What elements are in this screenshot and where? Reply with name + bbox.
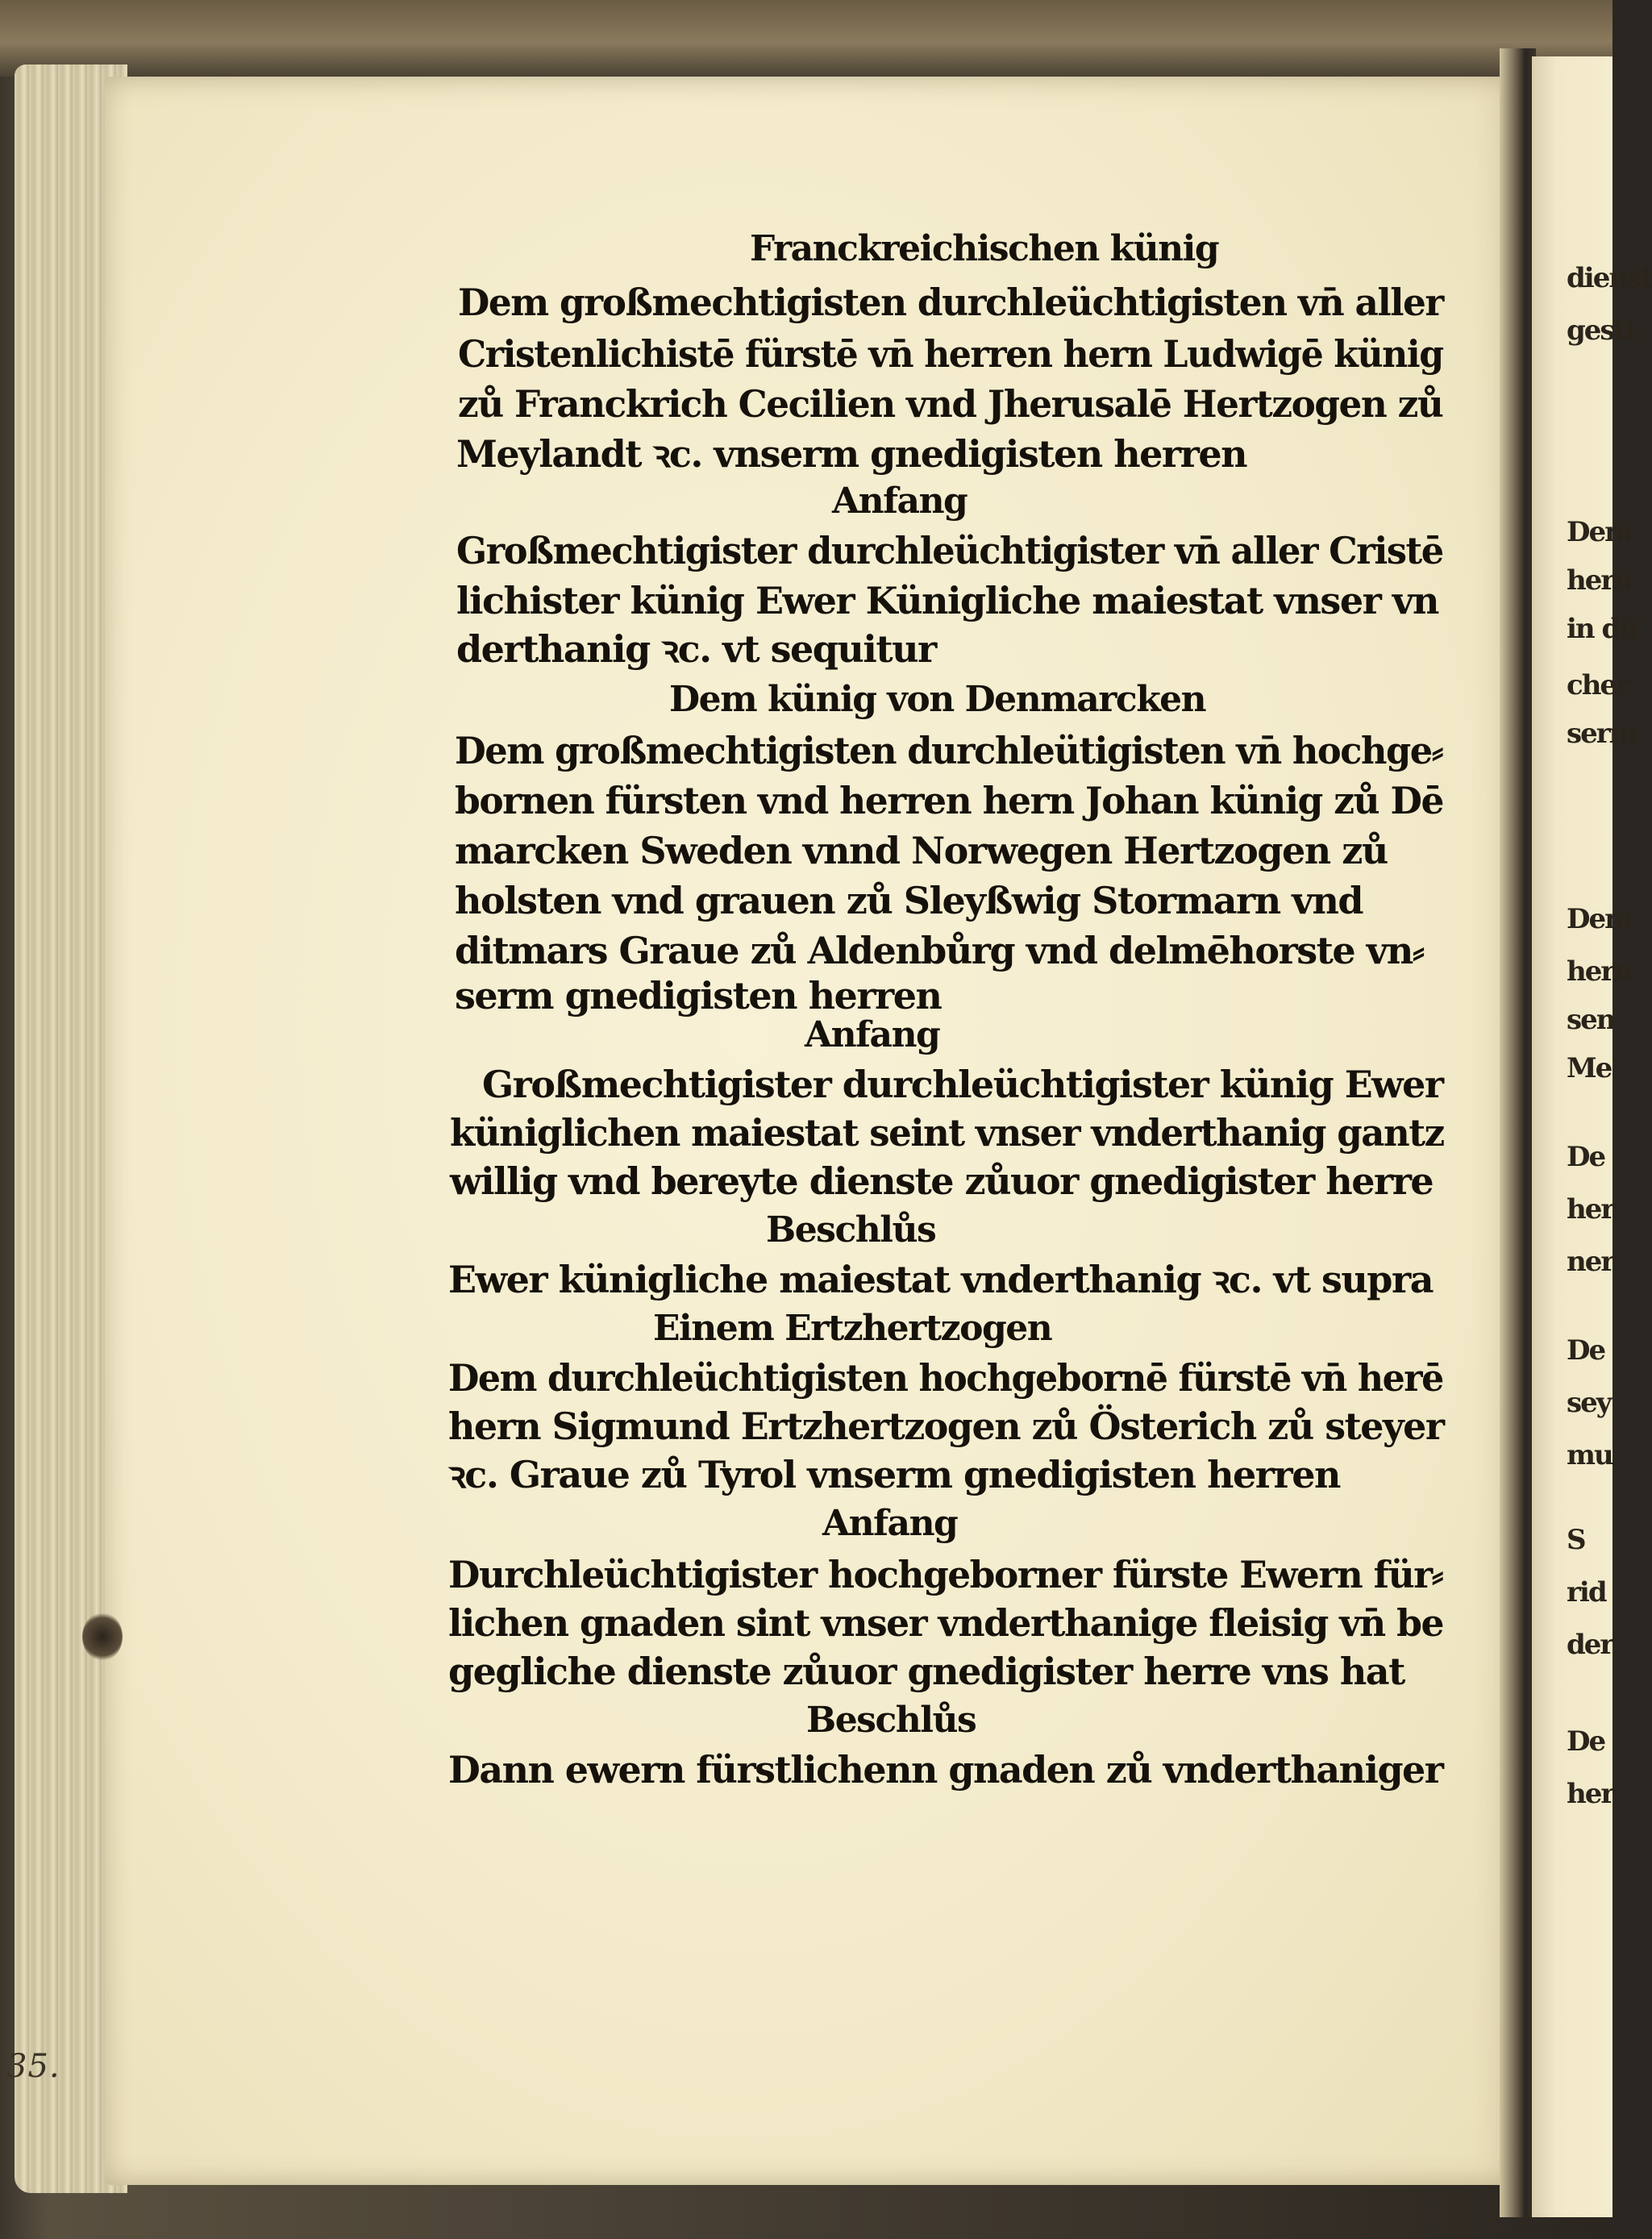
text-line: Dem großmechtigisten durchleüchtigisten vn̄ aller: [458, 281, 1443, 324]
text-line: serm gnedigisten herren: [455, 974, 942, 1018]
text-line: gegliche dienste zůuor gnedigister herre vns hat: [448, 1650, 1404, 1693]
text-line: hern Sigmund Ertzhertzogen zů Österich zů steyer: [448, 1405, 1444, 1448]
text-line: küniglichen maiestat seint vnser vnderthanig gantz: [450, 1111, 1444, 1155]
text-line: Durchleüchtigister hochgeborner fürste Ewern für⸗: [448, 1553, 1443, 1596]
heading-france: Franckreichischen künig: [750, 228, 1219, 269]
text-line: Großmechtigister durchleüchtigister vn̄ aller Cristē: [456, 529, 1443, 572]
heading-archduke: Einem Ertzhertzogen: [653, 1308, 1052, 1349]
text-line: Dem großmechtigisten durchleütigisten vn̄ hochge⸗: [455, 729, 1443, 772]
fragment: rid: [1567, 1576, 1606, 1609]
text-line: Dann ewern fürstlichenn gnaden zů vnderthaniger: [448, 1748, 1443, 1792]
heading-anfang: Anfang: [805, 1014, 940, 1055]
facing-page: [1532, 56, 1612, 2217]
folio-number: 35.: [6, 2048, 60, 2085]
text-line: Großmechtigister durchleüchtigister künig Ewer: [482, 1063, 1443, 1106]
fragment: Dem: [1567, 516, 1633, 548]
heading-beschlus: Beschlůs: [806, 1700, 976, 1741]
fragment: De: [1567, 1141, 1605, 1173]
book-gutter: [1500, 48, 1536, 2217]
text-line: marcken Sweden vnnd Norwegen Hertzogen zů: [455, 829, 1388, 872]
text-line: holsten vnd grauen zů Sleyßwig Stormarn vnd: [455, 879, 1363, 922]
text-line: Meylandt ꝛc. vnserm gnedigisten herren: [456, 432, 1247, 476]
text-line: bornen fürsten vnd herren hern Johan künig zů Dē: [455, 779, 1443, 822]
fragment: sey: [1567, 1387, 1611, 1419]
fragment: her: [1567, 1778, 1614, 1810]
text-line: ꝛc. Graue zů Tyrol vnserm gnedigisten herren: [448, 1453, 1340, 1496]
text-line: Cristenlichistē fürstē vn̄ herren hern Ludwigē künig: [458, 332, 1443, 376]
fragment: dienst: [1567, 262, 1652, 294]
fragment: hern: [1567, 955, 1632, 988]
fragment: Dem: [1567, 903, 1633, 935]
fragment: sen: [1567, 1004, 1615, 1036]
heading-beschlus: Beschlůs: [766, 1209, 936, 1251]
fragment: gesti: [1567, 314, 1634, 347]
text-line: lichen gnaden sint vnser vnderthanige fleisig vn̄ be: [448, 1601, 1444, 1645]
text-line: Dem durchleüchtigisten hochgebornē fürstē vn̄ herē: [448, 1356, 1443, 1400]
text-line: willig vnd bereyte dienste zůuor gnedigister herre: [450, 1159, 1434, 1203]
fragment: cher: [1567, 669, 1629, 701]
text-line: derthanig ꝛc. vt sequitur: [456, 627, 936, 671]
fragment: mu: [1567, 1439, 1612, 1471]
fragment: De: [1567, 1334, 1605, 1367]
heading-anfang: Anfang: [832, 481, 967, 522]
fragment: Me: [1567, 1052, 1612, 1084]
fragment: S: [1567, 1524, 1585, 1556]
text-line: Ewer künigliche maiestat vnderthanig ꝛc. vt supra: [448, 1258, 1434, 1301]
text-line: lichister künig Ewer Künigliche maiestat vnser vn: [456, 579, 1439, 622]
book-cover-edge: [0, 0, 1612, 77]
text-line: ditmars Graue zů Aldenbůrg vnd delmēhorste vn⸗: [455, 929, 1424, 972]
fragment: De: [1567, 1725, 1605, 1758]
fragment: serm: [1567, 718, 1637, 750]
text-line: zů Franckrich Cecilien vnd Jherusalē Hertzogen zů: [458, 382, 1443, 426]
ink-stain: [82, 1613, 123, 1661]
fragment: ner: [1567, 1246, 1614, 1278]
fragment: der: [1567, 1629, 1613, 1661]
fragment: her: [1567, 1193, 1614, 1226]
fragment: in dü: [1567, 613, 1637, 645]
fragment: hern: [1567, 564, 1632, 597]
heading-anfang: Anfang: [822, 1503, 958, 1544]
heading-denmark: Dem künig von Denmarcken: [669, 679, 1206, 720]
